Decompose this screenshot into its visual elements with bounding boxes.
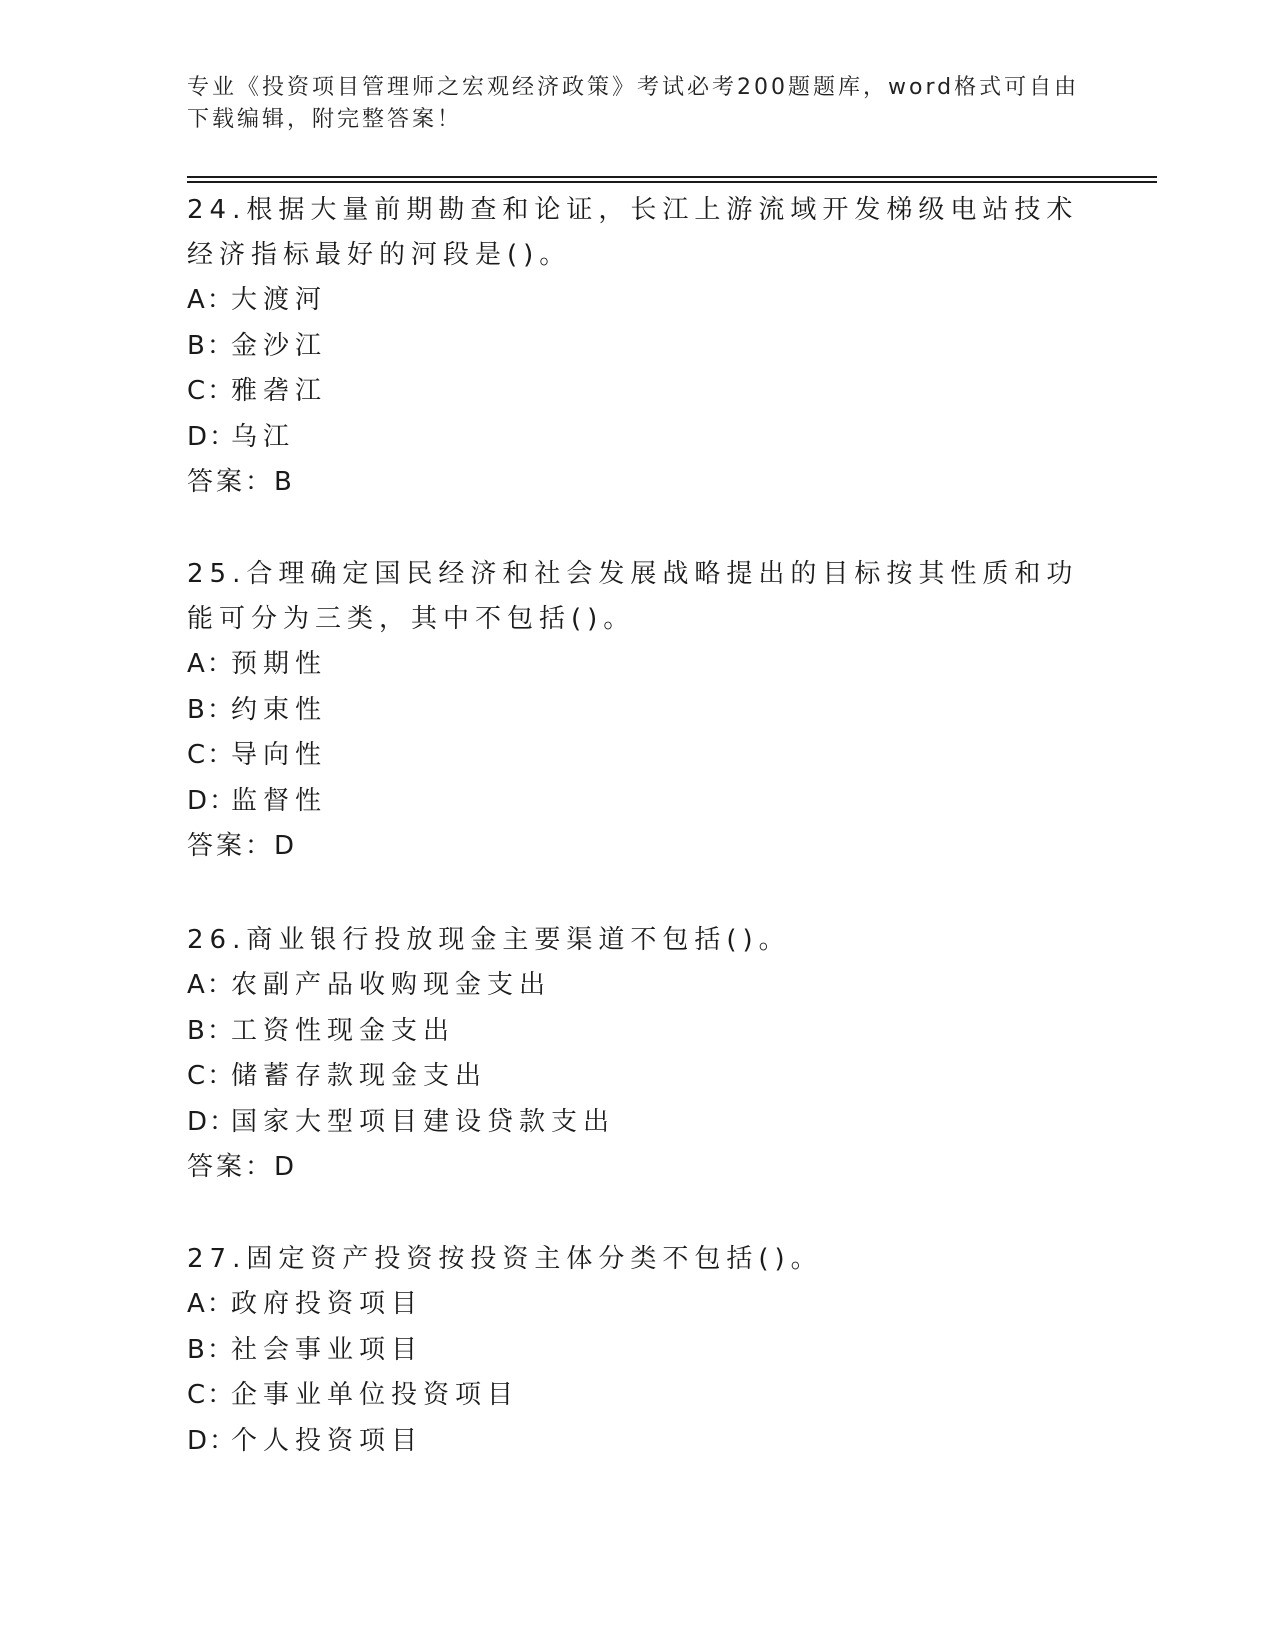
option-text: 乌江: [231, 421, 296, 452]
option-key: A：: [187, 1289, 235, 1319]
answer-label: 答案：: [187, 831, 275, 861]
option-b: [187, 324, 1087, 370]
option-text: 企事业单位投资项目: [231, 1380, 520, 1410]
option-key: C：: [187, 1380, 236, 1410]
option-c: [187, 733, 1087, 779]
answer-value: D: [274, 831, 295, 861]
answer-label: 答案：: [187, 467, 275, 497]
option-text: 储蓄存款现金支出: [231, 1061, 488, 1091]
option-c: [187, 1054, 1087, 1100]
option-key: C：: [187, 740, 236, 770]
option-d: [187, 779, 1087, 825]
answer-line: [187, 460, 1087, 506]
option-b: [187, 1328, 1087, 1374]
option-text: 工资性现金支出: [231, 1015, 456, 1046]
option-key: B：: [187, 1015, 235, 1046]
option-text: 约束性: [231, 694, 328, 725]
option-d: [187, 1419, 1087, 1465]
option-key: D：: [187, 1106, 238, 1137]
option-text: 预期性: [231, 649, 328, 679]
question-27: [187, 1237, 1087, 1464]
option-text: 个人投资项目: [231, 1425, 424, 1456]
answer-line: [187, 824, 1087, 870]
option-b: [187, 1009, 1087, 1055]
option-a: [187, 642, 1087, 688]
document-header: 专业《投资项目管理师之宏观经济政策》考试必考200题题库，word格式可自由下载编辑，附完整答案！: [187, 75, 1080, 132]
answer-label: 答案：: [187, 1152, 275, 1182]
question-26: [187, 918, 1087, 1191]
option-text: 大渡河: [231, 285, 328, 315]
option-key: A：: [187, 285, 235, 315]
answer-line: [187, 1145, 1087, 1191]
option-c: [187, 369, 1087, 415]
option-text: 社会事业项目: [231, 1334, 424, 1365]
option-d: [187, 415, 1087, 461]
option-key: D：: [187, 785, 238, 816]
question-stem: 25.合理确定国民经济和社会发展战略提出的目标按其性质和功能可分为三类，其中不包括()。: [187, 559, 1079, 634]
option-text: 导向性: [231, 740, 328, 770]
question-24: [187, 188, 1087, 506]
option-key: B：: [187, 330, 235, 361]
option-key: D：: [187, 1425, 238, 1456]
header-divider-bottom: [187, 181, 1157, 183]
question-stem: 27.固定资产投资按投资主体分类不包括()。: [187, 1244, 823, 1274]
option-a: [187, 1282, 1087, 1328]
header-divider-top: [187, 176, 1157, 178]
option-text: 雅砻江: [231, 376, 328, 406]
option-text: 国家大型项目建设贷款支出: [231, 1106, 616, 1137]
option-a: [187, 278, 1087, 324]
option-a: [187, 963, 1087, 1009]
option-key: C：: [187, 1061, 236, 1091]
option-text: 监督性: [231, 785, 328, 816]
answer-value: B: [274, 467, 292, 497]
option-key: A：: [187, 970, 235, 1000]
option-key: B：: [187, 1334, 235, 1365]
question-25: [187, 552, 1087, 870]
option-text: 金沙江: [231, 330, 328, 361]
question-stem: 24.根据大量前期勘查和论证，长江上游流域开发梯级电站技术经济指标最好的河段是()。: [187, 195, 1079, 270]
question-stem: 26.商业银行投放现金主要渠道不包括()。: [187, 925, 791, 955]
answer-value: D: [274, 1152, 295, 1182]
option-key: B：: [187, 694, 235, 725]
option-c: [187, 1373, 1087, 1419]
option-d: [187, 1100, 1087, 1146]
option-text: 政府投资项目: [231, 1289, 424, 1319]
option-text: 农副产品收购现金支出: [231, 970, 552, 1000]
option-b: [187, 688, 1087, 734]
option-key: D：: [187, 421, 238, 452]
option-key: A：: [187, 649, 235, 679]
option-key: C：: [187, 376, 236, 406]
